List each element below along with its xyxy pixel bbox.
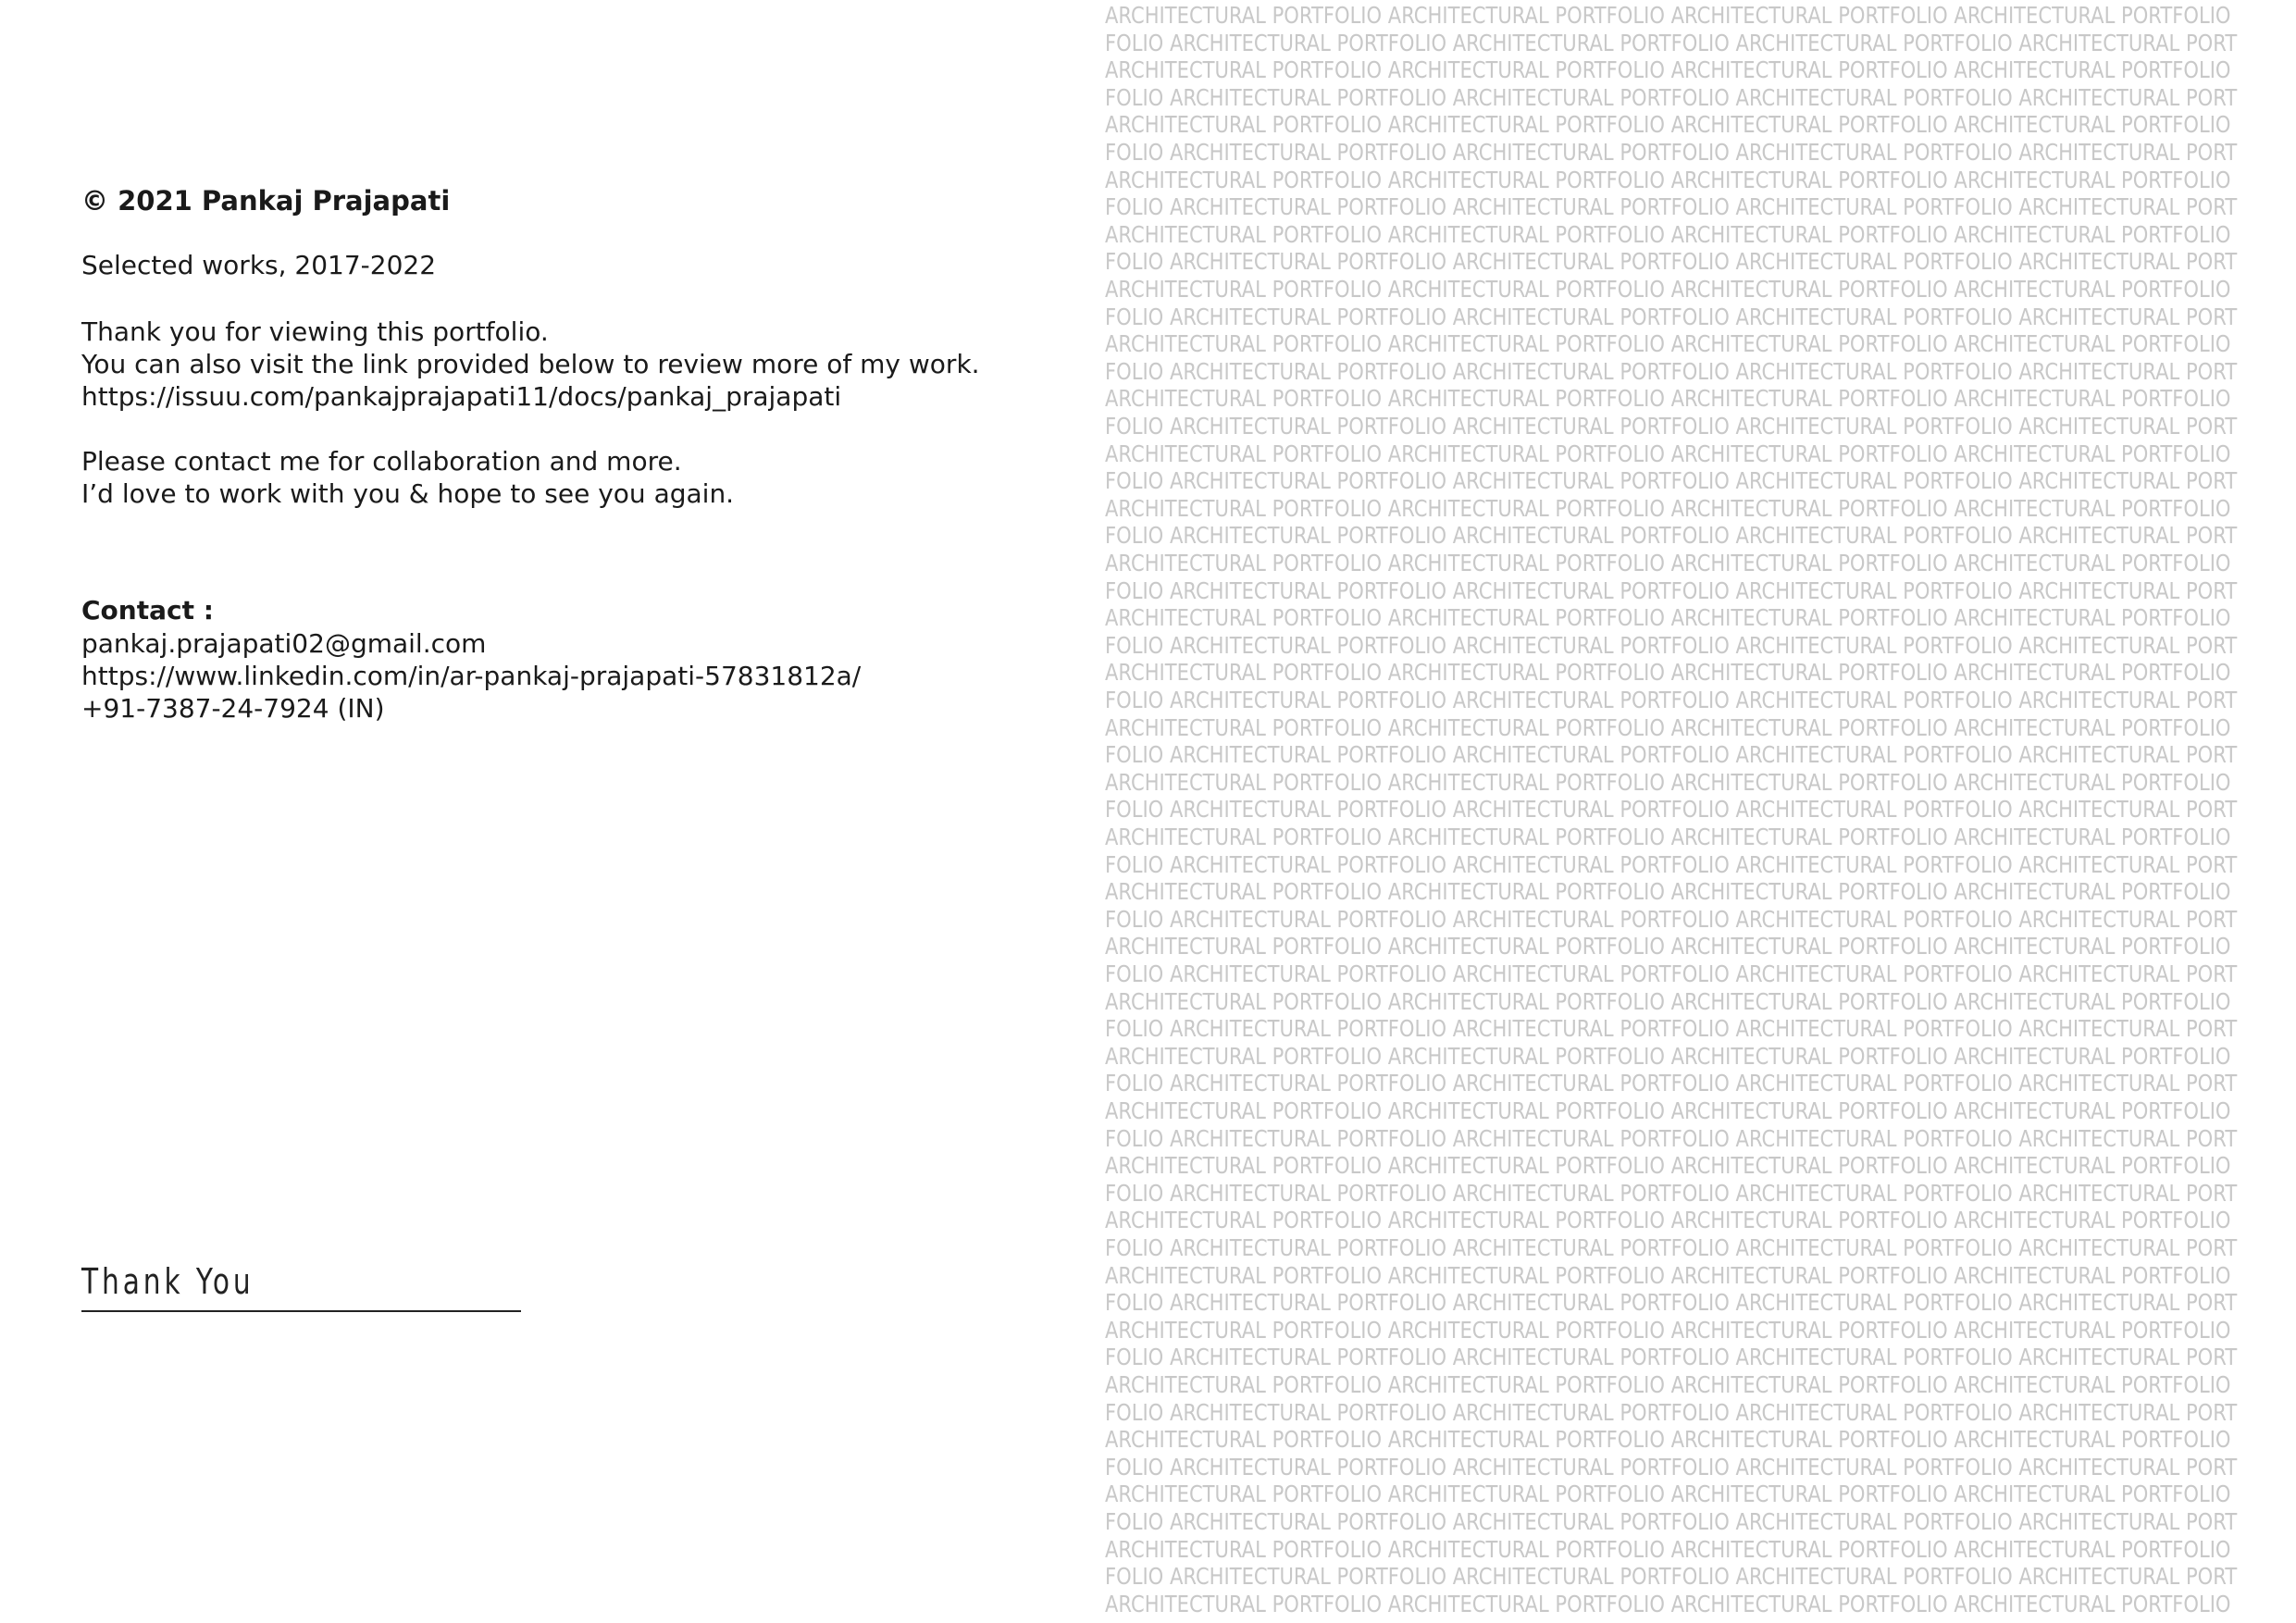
watermark-row-a: ARCHITECTURAL PORTFOLIO ARCHITECTURAL PORTFOLIO ARCHITECTURAL PORTFOLIO ARCHITECTURAL PORTFOLIO — [1105, 1371, 2231, 1398]
thanks-paragraph — [81, 316, 980, 413]
watermark-row-b: FOLIO ARCHITECTURAL PORTFOLIO ARCHITECTURAL PORTFOLIO ARCHITECTURAL PORTFOLIO ARCHITECTURAL PORT — [1105, 29, 2238, 56]
watermark-row-b: FOLIO ARCHITECTURAL PORTFOLIO ARCHITECTURAL PORTFOLIO ARCHITECTURAL PORTFOLIO ARCHITECTURAL PORT — [1105, 741, 2238, 769]
watermark-row-b: FOLIO ARCHITECTURAL PORTFOLIO ARCHITECTURAL PORTFOLIO ARCHITECTURAL PORTFOLIO ARCHITECTURAL PORT — [1105, 631, 2238, 659]
watermark-row-a: ARCHITECTURAL PORTFOLIO ARCHITECTURAL PORTFOLIO ARCHITECTURAL PORTFOLIO ARCHITECTURAL PORTFOLIO — [1105, 933, 2231, 960]
watermark-row-b: FOLIO ARCHITECTURAL PORTFOLIO ARCHITECTURAL PORTFOLIO ARCHITECTURAL PORTFOLIO ARCHITECTURAL PORT — [1105, 303, 2238, 330]
contact-heading: Contact : — [81, 595, 214, 626]
watermark-row-a: ARCHITECTURAL PORTFOLIO ARCHITECTURAL PORTFOLIO ARCHITECTURAL PORTFOLIO ARCHITECTURAL PORTFOLIO — [1105, 768, 2231, 796]
watermark-row-b: FOLIO ARCHITECTURAL PORTFOLIO ARCHITECTURAL PORTFOLIO ARCHITECTURAL PORTFOLIO ARCHITECTURAL PORT — [1105, 1124, 2238, 1152]
watermark-row-b: FOLIO ARCHITECTURAL PORTFOLIO ARCHITECTURAL PORTFOLIO ARCHITECTURAL PORTFOLIO ARCHITECTURAL PORT — [1105, 248, 2238, 276]
watermark-row-a: ARCHITECTURAL PORTFOLIO ARCHITECTURAL PORTFOLIO ARCHITECTURAL PORTFOLIO ARCHITECTURAL PORTFOLIO — [1105, 330, 2231, 358]
watermark-row-b: FOLIO ARCHITECTURAL PORTFOLIO ARCHITECTURAL PORTFOLIO ARCHITECTURAL PORTFOLIO ARCHITECTURAL PORT — [1105, 850, 2238, 878]
selected-works-line: Selected works, 2017-2022 — [81, 250, 437, 280]
watermark-row-a: ARCHITECTURAL PORTFOLIO ARCHITECTURAL PORTFOLIO ARCHITECTURAL PORTFOLIO ARCHITECTURAL PORTFOLIO — [1105, 2, 2231, 29]
watermark-row-a: ARCHITECTURAL PORTFOLIO ARCHITECTURAL PORTFOLIO ARCHITECTURAL PORTFOLIO ARCHITECTURAL PORTFOLIO — [1105, 1097, 2231, 1124]
watermark-row-b: FOLIO ARCHITECTURAL PORTFOLIO ARCHITECTURAL PORTFOLIO ARCHITECTURAL PORTFOLIO ARCHITECTURAL PORT — [1105, 1015, 2238, 1043]
watermark-row-a: ARCHITECTURAL PORTFOLIO ARCHITECTURAL PORTFOLIO ARCHITECTURAL PORTFOLIO ARCHITECTURAL PORTFOLIO — [1105, 220, 2231, 248]
watermark-row-b: FOLIO ARCHITECTURAL PORTFOLIO ARCHITECTURAL PORTFOLIO ARCHITECTURAL PORTFOLIO ARCHITECTURAL PORT — [1105, 1070, 2238, 1097]
issuu-link[interactable]: https://issuu.com/pankajprajapati11/docs/pankaj_prajapati — [81, 381, 842, 412]
phone-number: +91-7387-24-7924 (IN) — [81, 693, 385, 724]
back-cover-text — [81, 0, 1062, 1623]
contact-details — [81, 627, 861, 725]
watermark-row-b: FOLIO ARCHITECTURAL PORTFOLIO ARCHITECTURAL PORTFOLIO ARCHITECTURAL PORTFOLIO ARCHITECTURAL PORT — [1105, 1179, 2238, 1207]
watermark-row-b: FOLIO ARCHITECTURAL PORTFOLIO ARCHITECTURAL PORTFOLIO ARCHITECTURAL PORTFOLIO ARCHITECTURAL PORT — [1105, 139, 2238, 166]
watermark-row-a: ARCHITECTURAL PORTFOLIO ARCHITECTURAL PORTFOLIO ARCHITECTURAL PORTFOLIO ARCHITECTURAL PORTFOLIO — [1105, 1152, 2231, 1180]
watermark-row-b: FOLIO ARCHITECTURAL PORTFOLIO ARCHITECTURAL PORTFOLIO ARCHITECTURAL PORTFOLIO ARCHITECTURAL PORT — [1105, 1398, 2238, 1426]
watermark-row-a: ARCHITECTURAL PORTFOLIO ARCHITECTURAL PORTFOLIO ARCHITECTURAL PORTFOLIO ARCHITECTURAL PORTFOLIO — [1105, 824, 2231, 850]
watermark-row-b: FOLIO ARCHITECTURAL PORTFOLIO ARCHITECTURAL PORTFOLIO ARCHITECTURAL PORTFOLIO ARCHITECTURAL PORT — [1105, 687, 2238, 713]
watermark-row-b: FOLIO ARCHITECTURAL PORTFOLIO ARCHITECTURAL PORTFOLIO ARCHITECTURAL PORTFOLIO ARCHITECTURAL PORT — [1105, 193, 2238, 221]
watermark-row-a: ARCHITECTURAL PORTFOLIO ARCHITECTURAL PORTFOLIO ARCHITECTURAL PORTFOLIO ARCHITECTURAL PORTFOLIO — [1105, 1535, 2231, 1563]
thank-you-underline — [81, 1310, 521, 1312]
watermark-row-b: FOLIO ARCHITECTURAL PORTFOLIO ARCHITECTURAL PORTFOLIO ARCHITECTURAL PORTFOLIO ARCHITECTURAL PORT — [1105, 1508, 2238, 1535]
watermark-row-a: ARCHITECTURAL PORTFOLIO ARCHITECTURAL PORTFOLIO ARCHITECTURAL PORTFOLIO ARCHITECTURAL PORTFOLIO — [1105, 385, 2231, 413]
email-link[interactable]: pankaj.prajapati02@gmail.com — [81, 628, 487, 659]
watermark-row-b: FOLIO ARCHITECTURAL PORTFOLIO ARCHITECTURAL PORTFOLIO ARCHITECTURAL PORTFOLIO ARCHITECTURAL PORT — [1105, 576, 2238, 604]
watermark-row-b: FOLIO ARCHITECTURAL PORTFOLIO ARCHITECTURAL PORTFOLIO ARCHITECTURAL PORTFOLIO ARCHITECTURAL PORT — [1105, 1234, 2238, 1261]
visit-link-line: You can also visit the link provided below to review more of my work. — [81, 349, 980, 379]
watermark-row-b: FOLIO ARCHITECTURAL PORTFOLIO ARCHITECTURAL PORTFOLIO ARCHITECTURAL PORTFOLIO ARCHITECTURAL PORT — [1105, 522, 2238, 550]
watermark-row-a: ARCHITECTURAL PORTFOLIO ARCHITECTURAL PORTFOLIO ARCHITECTURAL PORTFOLIO ARCHITECTURAL PORTFOLIO — [1105, 1261, 2231, 1289]
watermark-row-a: ARCHITECTURAL PORTFOLIO ARCHITECTURAL PORTFOLIO ARCHITECTURAL PORTFOLIO ARCHITECTURAL PORTFOLIO — [1105, 111, 2231, 139]
love-to-work-line: I’d love to work with you & hope to see you again. — [81, 478, 735, 509]
watermark-row-a: ARCHITECTURAL PORTFOLIO ARCHITECTURAL PORTFOLIO ARCHITECTURAL PORTFOLIO ARCHITECTURAL PORTFOLIO — [1105, 659, 2231, 687]
watermark-row-a: ARCHITECTURAL PORTFOLIO ARCHITECTURAL PORTFOLIO ARCHITECTURAL PORTFOLIO ARCHITECTURAL PORTFOLIO — [1105, 713, 2231, 741]
watermark-row-a: ARCHITECTURAL PORTFOLIO ARCHITECTURAL PORTFOLIO ARCHITECTURAL PORTFOLIO ARCHITECTURAL PORTFOLIO — [1105, 1316, 2231, 1344]
watermark-row-b: FOLIO ARCHITECTURAL PORTFOLIO ARCHITECTURAL PORTFOLIO ARCHITECTURAL PORTFOLIO ARCHITECTURAL PORT — [1105, 905, 2238, 933]
watermark-row-b: FOLIO ARCHITECTURAL PORTFOLIO ARCHITECTURAL PORTFOLIO ARCHITECTURAL PORTFOLIO ARCHITECTURAL PORT — [1105, 960, 2238, 987]
watermark-row-b: FOLIO ARCHITECTURAL PORTFOLIO ARCHITECTURAL PORTFOLIO ARCHITECTURAL PORTFOLIO ARCHITECTURAL PORT — [1105, 357, 2238, 385]
watermark-row-a: ARCHITECTURAL PORTFOLIO ARCHITECTURAL PORTFOLIO ARCHITECTURAL PORTFOLIO ARCHITECTURAL PORTFOLIO — [1105, 1207, 2231, 1234]
watermark-row-b: FOLIO ARCHITECTURAL PORTFOLIO ARCHITECTURAL PORTFOLIO ARCHITECTURAL PORTFOLIO ARCHITECTURAL PORT — [1105, 1289, 2238, 1317]
watermark-row-b: FOLIO ARCHITECTURAL PORTFOLIO ARCHITECTURAL PORTFOLIO ARCHITECTURAL PORTFOLIO ARCHITECTURAL PORT — [1105, 467, 2238, 495]
watermark-row-a: ARCHITECTURAL PORTFOLIO ARCHITECTURAL PORTFOLIO ARCHITECTURAL PORTFOLIO ARCHITECTURAL PORTFOLIO — [1105, 1481, 2231, 1508]
watermark-row-b: FOLIO ARCHITECTURAL PORTFOLIO ARCHITECTURAL PORTFOLIO ARCHITECTURAL PORTFOLIO ARCHITECTURAL PORT — [1105, 796, 2238, 824]
watermark-row-b: FOLIO ARCHITECTURAL PORTFOLIO ARCHITECTURAL PORTFOLIO ARCHITECTURAL PORTFOLIO ARCHITECTURAL PORT — [1105, 1344, 2238, 1371]
collaboration-line: Please contact me for collaboration and more. — [81, 446, 682, 477]
watermark-row-a: ARCHITECTURAL PORTFOLIO ARCHITECTURAL PORTFOLIO ARCHITECTURAL PORTFOLIO ARCHITECTURAL PORTFOLIO — [1105, 1426, 2231, 1454]
watermark-row-a: ARCHITECTURAL PORTFOLIO ARCHITECTURAL PORTFOLIO ARCHITECTURAL PORTFOLIO ARCHITECTURAL PORTFOLIO — [1105, 878, 2231, 906]
watermark-row-a: ARCHITECTURAL PORTFOLIO ARCHITECTURAL PORTFOLIO ARCHITECTURAL PORTFOLIO ARCHITECTURAL PORTFOLIO — [1105, 440, 2231, 467]
watermark-row-b: FOLIO ARCHITECTURAL PORTFOLIO ARCHITECTURAL PORTFOLIO ARCHITECTURAL PORTFOLIO ARCHITECTURAL PORT — [1105, 83, 2238, 111]
watermark-row-b: FOLIO ARCHITECTURAL PORTFOLIO ARCHITECTURAL PORTFOLIO ARCHITECTURAL PORTFOLIO ARCHITECTURAL PORT — [1105, 1453, 2238, 1481]
watermark-row-a: ARCHITECTURAL PORTFOLIO ARCHITECTURAL PORTFOLIO ARCHITECTURAL PORTFOLIO ARCHITECTURAL PORTFOLIO — [1105, 604, 2231, 632]
copyright-line: © 2021 Pankaj Prajapati — [81, 185, 451, 217]
watermark-row-a: ARCHITECTURAL PORTFOLIO ARCHITECTURAL PORTFOLIO ARCHITECTURAL PORTFOLIO ARCHITECTURAL PORTFOLIO — [1105, 276, 2231, 303]
thank-you-heading: Thank You — [81, 1261, 254, 1302]
watermark-row-a: ARCHITECTURAL PORTFOLIO ARCHITECTURAL PORTFOLIO ARCHITECTURAL PORTFOLIO ARCHITECTURAL PORTFOLIO — [1105, 494, 2231, 522]
watermark-row-a: ARCHITECTURAL PORTFOLIO ARCHITECTURAL PORTFOLIO ARCHITECTURAL PORTFOLIO ARCHITECTURAL PORTFOLIO — [1105, 1042, 2231, 1070]
collaboration-paragraph — [81, 445, 734, 510]
watermark-row-a: ARCHITECTURAL PORTFOLIO ARCHITECTURAL PORTFOLIO ARCHITECTURAL PORTFOLIO ARCHITECTURAL PORTFOLIO — [1105, 1590, 2231, 1617]
watermark-row-a: ARCHITECTURAL PORTFOLIO ARCHITECTURAL PORTFOLIO ARCHITECTURAL PORTFOLIO ARCHITECTURAL PORTFOLIO — [1105, 550, 2231, 576]
watermark-row-b: FOLIO ARCHITECTURAL PORTFOLIO ARCHITECTURAL PORTFOLIO ARCHITECTURAL PORTFOLIO ARCHITECTURAL PORT — [1105, 1563, 2238, 1591]
watermark-row-a: ARCHITECTURAL PORTFOLIO ARCHITECTURAL PORTFOLIO ARCHITECTURAL PORTFOLIO ARCHITECTURAL PORTFOLIO — [1105, 987, 2231, 1015]
watermark-row-a: ARCHITECTURAL PORTFOLIO ARCHITECTURAL PORTFOLIO ARCHITECTURAL PORTFOLIO ARCHITECTURAL PORTFOLIO — [1105, 56, 2231, 84]
architectural-portfolio-watermark — [1105, 0, 2296, 1623]
linkedin-link[interactable]: https://www.linkedin.com/in/ar-pankaj-prajapati-57831812a/ — [81, 661, 862, 691]
watermark-row-a: ARCHITECTURAL PORTFOLIO ARCHITECTURAL PORTFOLIO ARCHITECTURAL PORTFOLIO ARCHITECTURAL PORTFOLIO — [1105, 166, 2231, 193]
thanks-line: Thank you for viewing this portfolio. — [81, 316, 549, 347]
watermark-row-b: FOLIO ARCHITECTURAL PORTFOLIO ARCHITECTURAL PORTFOLIO ARCHITECTURAL PORTFOLIO ARCHITECTURAL PORT — [1105, 413, 2238, 440]
